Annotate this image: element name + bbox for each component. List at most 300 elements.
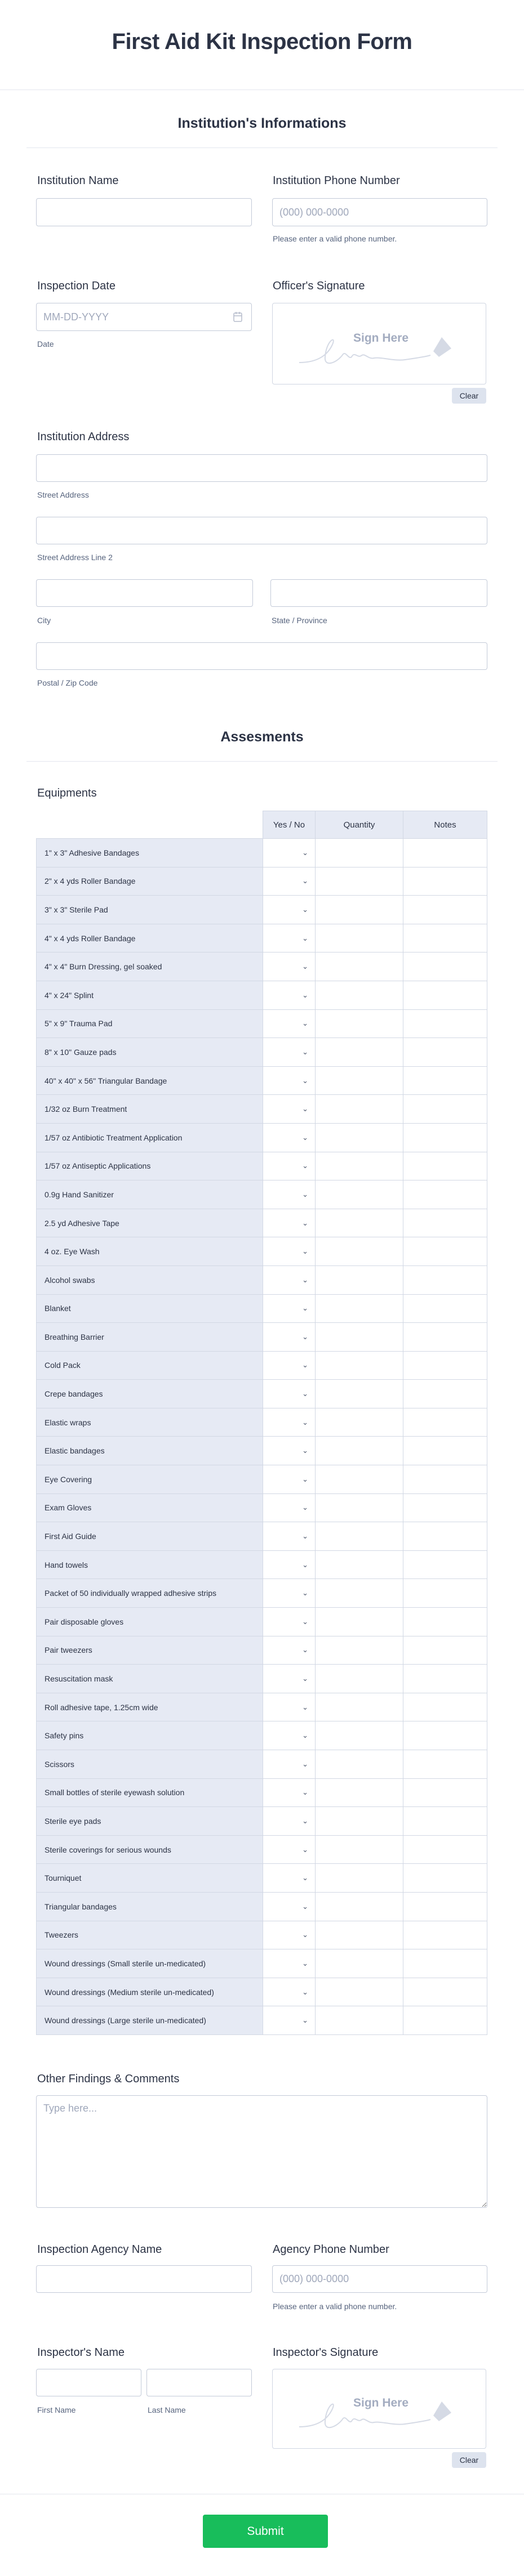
chevron-down-icon: ⌄	[302, 933, 308, 942]
table-row	[37, 1123, 487, 1152]
chevron-down-icon: ⌄	[302, 1560, 308, 1569]
yes-no-dropdown[interactable]	[263, 1437, 316, 1465]
institution-name-input[interactable]	[36, 198, 252, 226]
table-row	[37, 1522, 487, 1551]
notes-cell[interactable]	[403, 1323, 487, 1352]
yes-no-dropdown[interactable]	[263, 1978, 316, 2006]
quantity-cell[interactable]	[316, 1864, 403, 1893]
table-row	[37, 1095, 487, 1124]
equipment-name: Elastic bandages	[37, 1437, 263, 1465]
equipment-name: Blanket	[37, 1294, 263, 1323]
table-row	[37, 839, 487, 867]
quantity-cell[interactable]	[316, 1351, 403, 1380]
column-header-quantity: Quantity	[316, 811, 403, 839]
chevron-down-icon: ⌄	[302, 1788, 308, 1797]
yes-no-dropdown[interactable]	[263, 1949, 316, 1978]
equipment-name: Sterile eye pads	[37, 1807, 263, 1836]
chevron-down-icon: ⌄	[302, 848, 308, 857]
equipment-name: Pair disposable gloves	[37, 1608, 263, 1636]
equipment-name: Triangular bandages	[37, 1892, 263, 1921]
equipment-name: Wound dressings (Large sterile un-medicated)	[37, 2006, 263, 2035]
zip-input[interactable]	[36, 642, 487, 670]
yes-no-dropdown[interactable]	[263, 1123, 316, 1152]
quantity-cell[interactable]	[316, 1835, 403, 1864]
notes-cell[interactable]	[403, 1665, 487, 1693]
notes-cell[interactable]	[403, 1892, 487, 1921]
inspection-date-label: Inspection Date	[37, 280, 116, 292]
yes-no-dropdown[interactable]	[263, 896, 316, 924]
table-row	[37, 1778, 487, 1807]
table-row	[37, 1807, 487, 1836]
equipment-name: First Aid Guide	[37, 1522, 263, 1551]
notes-cell[interactable]	[403, 1921, 487, 1949]
state-sublabel: State / Province	[272, 616, 327, 625]
chevron-down-icon: ⌄	[302, 1389, 308, 1398]
quantity-cell[interactable]	[316, 1380, 403, 1408]
submit-button[interactable]: Submit	[203, 2515, 328, 2548]
notes-cell[interactable]	[403, 1864, 487, 1893]
yes-no-dropdown[interactable]	[263, 1579, 316, 1608]
yes-no-dropdown[interactable]	[263, 1265, 316, 1294]
notes-cell[interactable]	[403, 1608, 487, 1636]
sign-here-text: Sign Here	[353, 332, 409, 345]
table-row	[37, 1380, 487, 1408]
table-row	[37, 896, 487, 924]
chevron-down-icon: ⌄	[302, 1589, 308, 1598]
equipment-name: 4 oz. Eye Wash	[37, 1237, 263, 1266]
officer-signature-clear-button[interactable]: Clear	[452, 388, 486, 404]
quantity-cell[interactable]	[316, 1579, 403, 1608]
yes-no-dropdown[interactable]	[263, 952, 316, 981]
table-row	[37, 1550, 487, 1579]
quantity-cell[interactable]	[316, 1665, 403, 1693]
yes-no-dropdown[interactable]	[263, 1493, 316, 1522]
equipment-name: Breathing Barrier	[37, 1323, 263, 1352]
notes-cell[interactable]	[403, 1693, 487, 1721]
chevron-down-icon: ⌄	[302, 1133, 308, 1142]
yes-no-dropdown[interactable]	[263, 1721, 316, 1750]
chevron-down-icon: ⌄	[302, 1987, 308, 1996]
street-address-sublabel: Street Address	[37, 490, 89, 499]
table-row	[37, 1066, 487, 1095]
notes-cell[interactable]	[403, 1351, 487, 1380]
section-divider	[26, 761, 498, 762]
quantity-cell[interactable]	[316, 1095, 403, 1124]
column-header-notes: Notes	[403, 811, 487, 839]
quantity-cell[interactable]	[316, 1522, 403, 1551]
yes-no-dropdown[interactable]	[263, 1465, 316, 1494]
yes-no-dropdown[interactable]	[263, 1864, 316, 1893]
notes-cell[interactable]	[403, 1237, 487, 1266]
chevron-down-icon: ⌄	[302, 1019, 308, 1028]
equipment-name: 4" x 24" Splint	[37, 981, 263, 1009]
equipment-name: Wound dressings (Small sterile un-medicated)	[37, 1949, 263, 1978]
first-name-input[interactable]	[36, 2369, 141, 2396]
quantity-cell[interactable]	[316, 1608, 403, 1636]
chevron-down-icon: ⌄	[302, 1247, 308, 1256]
equipment-name: Scissors	[37, 1750, 263, 1779]
equipment-name: 40" x 40" x 56" Triangular Bandage	[37, 1066, 263, 1095]
notes-cell[interactable]	[403, 1807, 487, 1836]
table-row	[37, 1493, 487, 1522]
yes-no-dropdown[interactable]	[263, 1237, 316, 1266]
equipment-name: Hand towels	[37, 1550, 263, 1579]
notes-cell[interactable]	[403, 924, 487, 952]
chevron-down-icon: ⌄	[302, 1047, 308, 1056]
quantity-cell[interactable]	[316, 1323, 403, 1352]
notes-cell[interactable]	[403, 1038, 487, 1067]
equipment-name: 1/32 oz Burn Treatment	[37, 1095, 263, 1124]
chevron-down-icon: ⌄	[302, 1902, 308, 1911]
table-row	[37, 1265, 487, 1294]
quantity-cell[interactable]	[316, 1209, 403, 1237]
chevron-down-icon: ⌄	[302, 1503, 308, 1512]
table-row	[37, 1608, 487, 1636]
form-title: First Aid Kit Inspection Form	[112, 29, 412, 54]
signature-scribble-icon	[298, 2399, 461, 2435]
sign-here-text: Sign Here	[353, 2396, 409, 2409]
section-divider	[26, 147, 498, 148]
equipment-name: Exam Gloves	[37, 1493, 263, 1522]
quantity-cell[interactable]	[316, 2006, 403, 2035]
quantity-cell[interactable]	[316, 1237, 403, 1266]
equipment-name: 1/57 oz Antiseptic Applications	[37, 1152, 263, 1180]
chevron-down-icon: ⌄	[302, 1845, 308, 1854]
notes-cell[interactable]	[403, 1778, 487, 1807]
yes-no-dropdown[interactable]	[263, 1351, 316, 1380]
quantity-cell[interactable]	[316, 1265, 403, 1294]
quantity-cell[interactable]	[316, 1921, 403, 1949]
equipment-name: 4" x 4 yds Roller Bandage	[37, 924, 263, 952]
equipment-name: 0.9g Hand Sanitizer	[37, 1180, 263, 1209]
equipment-name: Roll adhesive tape, 1.25cm wide	[37, 1693, 263, 1721]
quantity-cell[interactable]	[316, 1408, 403, 1437]
notes-cell[interactable]	[403, 1380, 487, 1408]
quantity-cell[interactable]	[316, 952, 403, 981]
quantity-cell[interactable]	[316, 1778, 403, 1807]
table-row	[37, 1750, 487, 1779]
agency-phone-helper: Please enter a valid phone number.	[273, 2302, 397, 2311]
notes-cell[interactable]	[403, 981, 487, 1009]
quantity-cell[interactable]	[316, 1636, 403, 1665]
quantity-cell[interactable]	[316, 1009, 403, 1038]
section-heading-institution: Institution's Informations	[177, 115, 347, 131]
chevron-down-icon: ⌄	[302, 2016, 308, 2025]
quantity-cell[interactable]	[316, 1807, 403, 1836]
equipment-name: Alcohol swabs	[37, 1265, 263, 1294]
equipment-name: 4" x 4" Burn Dressing, gel soaked	[37, 952, 263, 981]
state-input[interactable]	[270, 579, 487, 607]
chevron-down-icon: ⌄	[302, 1218, 308, 1227]
equipment-name: Packet of 50 individually wrapped adhesive strips	[37, 1579, 263, 1608]
yes-no-dropdown[interactable]	[263, 1152, 316, 1180]
table-row	[37, 1978, 487, 2006]
inspector-signature-pad[interactable]	[272, 2369, 486, 2449]
chevron-down-icon: ⌄	[302, 1076, 308, 1085]
quantity-cell[interactable]	[316, 1038, 403, 1067]
table-row	[37, 1408, 487, 1437]
chevron-down-icon: ⌄	[302, 1816, 308, 1825]
table-row	[37, 981, 487, 1009]
notes-cell[interactable]	[403, 1437, 487, 1465]
street-address-line2-sublabel: Street Address Line 2	[37, 553, 113, 562]
notes-cell[interactable]	[403, 1408, 487, 1437]
table-row	[37, 924, 487, 952]
zip-sublabel: Postal / Zip Code	[37, 678, 98, 687]
yes-no-dropdown[interactable]	[263, 1209, 316, 1237]
table-row	[37, 1949, 487, 1978]
yes-no-dropdown[interactable]	[263, 1180, 316, 1209]
table-row	[37, 1152, 487, 1180]
city-input[interactable]	[36, 579, 253, 607]
table-row	[37, 952, 487, 981]
equipment-name: Cold Pack	[37, 1351, 263, 1380]
yes-no-dropdown[interactable]	[263, 1066, 316, 1095]
quantity-cell[interactable]	[316, 1152, 403, 1180]
notes-cell[interactable]	[403, 1522, 487, 1551]
chevron-down-icon: ⌄	[302, 1930, 308, 1939]
table-row	[37, 1892, 487, 1921]
quantity-cell[interactable]	[316, 1123, 403, 1152]
yes-no-dropdown[interactable]	[263, 1380, 316, 1408]
yes-no-dropdown[interactable]	[263, 1693, 316, 1721]
column-header-yes-no: Yes / No	[263, 811, 316, 839]
notes-cell[interactable]	[403, 896, 487, 924]
chevron-down-icon: ⌄	[302, 1873, 308, 1882]
equipment-name: 5" x 9" Trauma Pad	[37, 1009, 263, 1038]
table-row	[37, 1864, 487, 1893]
table-row	[37, 1323, 487, 1352]
equipment-name: Sterile coverings for serious wounds	[37, 1835, 263, 1864]
equipment-name: Wound dressings (Medium sterile un-medicated)	[37, 1978, 263, 2006]
yes-no-dropdown[interactable]	[263, 1009, 316, 1038]
signature-scribble-icon	[298, 334, 461, 371]
quantity-cell[interactable]	[316, 1550, 403, 1579]
quantity-cell[interactable]	[316, 867, 403, 896]
chevron-down-icon: ⌄	[302, 1161, 308, 1170]
notes-cell[interactable]	[403, 1949, 487, 1978]
notes-cell[interactable]	[403, 1209, 487, 1237]
equipment-name: Tourniquet	[37, 1864, 263, 1893]
yes-no-dropdown[interactable]	[263, 924, 316, 952]
chevron-down-icon: ⌄	[302, 1617, 308, 1626]
table-row	[37, 1835, 487, 1864]
equipment-name: 1" x 3" Adhesive Bandages	[37, 839, 263, 867]
yes-no-dropdown[interactable]	[263, 1750, 316, 1779]
table-row	[37, 1921, 487, 1949]
table-row	[37, 1665, 487, 1693]
officer-signature-label: Officer's Signature	[273, 280, 365, 292]
quantity-cell[interactable]	[316, 1493, 403, 1522]
yes-no-dropdown[interactable]	[263, 1408, 316, 1437]
chevron-down-icon: ⌄	[302, 1446, 308, 1455]
comments-textarea[interactable]	[36, 2095, 487, 2208]
equipments-label: Equipments	[37, 787, 97, 799]
table-header-row	[37, 811, 487, 839]
quantity-cell[interactable]	[316, 1066, 403, 1095]
table-row	[37, 1693, 487, 1721]
equipment-name: Eye Covering	[37, 1465, 263, 1494]
quantity-cell[interactable]	[316, 1750, 403, 1779]
notes-cell[interactable]	[403, 1636, 487, 1665]
table-row	[37, 1209, 487, 1237]
chevron-down-icon: ⌄	[302, 1532, 308, 1541]
agency-phone-label: Agency Phone Number	[273, 2243, 389, 2256]
notes-cell[interactable]	[403, 1095, 487, 1124]
quantity-cell[interactable]	[316, 1949, 403, 1978]
quantity-cell[interactable]	[316, 1437, 403, 1465]
table-row	[37, 867, 487, 896]
inspector-signature-clear-button[interactable]: Clear	[452, 2452, 486, 2468]
inspector-signature-label: Inspector's Signature	[273, 2346, 379, 2359]
table-row	[37, 1180, 487, 1209]
equipment-name: Resuscitation mask	[37, 1665, 263, 1693]
yes-no-dropdown[interactable]	[263, 867, 316, 896]
quantity-cell[interactable]	[316, 1465, 403, 1494]
calendar-icon[interactable]	[233, 311, 243, 323]
notes-cell[interactable]	[403, 1721, 487, 1750]
agency-name-input[interactable]	[36, 2265, 252, 2293]
section-heading-assessments: Assesments	[220, 729, 304, 745]
yes-no-dropdown[interactable]	[263, 2006, 316, 2035]
table-row	[37, 1294, 487, 1323]
equipment-name: Safety pins	[37, 1721, 263, 1750]
quantity-cell[interactable]	[316, 924, 403, 952]
notes-cell[interactable]	[403, 1465, 487, 1494]
quantity-cell[interactable]	[316, 1294, 403, 1323]
quantity-cell[interactable]	[316, 1892, 403, 1921]
equipment-name: Pair tweezers	[37, 1636, 263, 1665]
chevron-down-icon: ⌄	[302, 1275, 308, 1284]
agency-name-label: Inspection Agency Name	[37, 2243, 162, 2256]
equipment-name: 2" x 4 yds Roller Bandage	[37, 867, 263, 896]
yes-no-dropdown[interactable]	[263, 1038, 316, 1067]
chevron-down-icon: ⌄	[302, 1702, 308, 1711]
yes-no-dropdown[interactable]	[263, 1636, 316, 1665]
notes-cell[interactable]	[403, 2006, 487, 2035]
yes-no-dropdown[interactable]	[263, 1665, 316, 1693]
last-name-input[interactable]	[146, 2369, 252, 2396]
notes-cell[interactable]	[403, 1066, 487, 1095]
notes-cell[interactable]	[403, 1294, 487, 1323]
quantity-cell[interactable]	[316, 1978, 403, 2006]
quantity-cell[interactable]	[316, 1721, 403, 1750]
street-address-input[interactable]	[36, 454, 487, 482]
city-sublabel: City	[37, 616, 51, 625]
table-row	[37, 1465, 487, 1494]
chevron-down-icon: ⌄	[302, 1189, 308, 1198]
yes-no-dropdown[interactable]	[263, 1522, 316, 1551]
yes-no-dropdown[interactable]	[263, 1550, 316, 1579]
notes-cell[interactable]	[403, 952, 487, 981]
quantity-cell[interactable]	[316, 896, 403, 924]
yes-no-dropdown[interactable]	[263, 1323, 316, 1352]
inspection-date-sublabel: Date	[37, 339, 54, 348]
quantity-cell[interactable]	[316, 839, 403, 867]
table-row	[37, 1009, 487, 1038]
quantity-cell[interactable]	[316, 981, 403, 1009]
yes-no-dropdown[interactable]	[263, 1835, 316, 1864]
notes-cell[interactable]	[403, 1835, 487, 1864]
notes-cell[interactable]	[403, 1750, 487, 1779]
table-row	[37, 1579, 487, 1608]
table-row	[37, 2006, 487, 2035]
chevron-down-icon: ⌄	[302, 876, 308, 886]
table-row	[37, 1721, 487, 1750]
yes-no-dropdown[interactable]	[263, 839, 316, 867]
quantity-cell[interactable]	[316, 1693, 403, 1721]
yes-no-dropdown[interactable]	[263, 1921, 316, 1949]
chevron-down-icon: ⌄	[302, 1474, 308, 1483]
chevron-down-icon: ⌄	[302, 905, 308, 914]
table-row	[37, 1237, 487, 1266]
notes-cell[interactable]	[403, 839, 487, 867]
notes-cell[interactable]	[403, 1180, 487, 1209]
chevron-down-icon: ⌄	[302, 1332, 308, 1341]
yes-no-dropdown[interactable]	[263, 1294, 316, 1323]
notes-cell[interactable]	[403, 867, 487, 896]
equipment-name: 1/57 oz Antibiotic Treatment Application	[37, 1123, 263, 1152]
equipment-name: 8" x 10" Gauze pads	[37, 1038, 263, 1067]
notes-cell[interactable]	[403, 1579, 487, 1608]
notes-cell[interactable]	[403, 1152, 487, 1180]
yes-no-dropdown[interactable]	[263, 981, 316, 1009]
institution-name-label: Institution Name	[37, 175, 119, 187]
last-name-sublabel: Last Name	[148, 2405, 186, 2414]
notes-cell[interactable]	[403, 1123, 487, 1152]
chevron-down-icon: ⌄	[302, 1104, 308, 1113]
chevron-down-icon: ⌄	[302, 1759, 308, 1768]
equipment-name: Small bottles of sterile eyewash solution	[37, 1778, 263, 1807]
equipment-name: Crepe bandages	[37, 1380, 263, 1408]
chevron-down-icon: ⌄	[302, 1674, 308, 1683]
quantity-cell[interactable]	[316, 1180, 403, 1209]
notes-cell[interactable]	[403, 1493, 487, 1522]
equipment-name: Tweezers	[37, 1921, 263, 1949]
institution-phone-helper: Please enter a valid phone number.	[273, 234, 397, 243]
table-row	[37, 1351, 487, 1380]
equipment-name: 3" x 3" Sterile Pad	[37, 896, 263, 924]
institution-phone-input[interactable]	[272, 198, 487, 226]
inspector-name-label: Inspector's Name	[37, 2346, 125, 2359]
yes-no-dropdown[interactable]	[263, 1608, 316, 1636]
notes-cell[interactable]	[403, 1550, 487, 1579]
chevron-down-icon: ⌄	[302, 1361, 308, 1370]
comments-label: Other Findings & Comments	[37, 2073, 180, 2085]
notes-cell[interactable]	[403, 1265, 487, 1294]
chevron-down-icon: ⌄	[302, 1417, 308, 1426]
yes-no-dropdown[interactable]	[263, 1778, 316, 1807]
yes-no-dropdown[interactable]	[263, 1095, 316, 1124]
chevron-down-icon: ⌄	[302, 990, 308, 999]
officer-signature-pad[interactable]	[272, 303, 486, 384]
inspection-date-input[interactable]	[36, 303, 252, 331]
equipment-name: 2.5 yd Adhesive Tape	[37, 1209, 263, 1237]
notes-cell[interactable]	[403, 1978, 487, 2006]
chevron-down-icon: ⌄	[302, 1731, 308, 1740]
first-name-sublabel: First Name	[37, 2405, 76, 2414]
chevron-down-icon: ⌄	[302, 1304, 308, 1313]
street-address-line2-input[interactable]	[36, 517, 487, 544]
yes-no-dropdown[interactable]	[263, 1807, 316, 1836]
table-row	[37, 1437, 487, 1465]
chevron-down-icon: ⌄	[302, 1645, 308, 1654]
yes-no-dropdown[interactable]	[263, 1892, 316, 1921]
equipment-table	[36, 811, 487, 2035]
equipment-name: Elastic wraps	[37, 1408, 263, 1437]
agency-phone-input[interactable]	[272, 2265, 487, 2293]
notes-cell[interactable]	[403, 1009, 487, 1038]
